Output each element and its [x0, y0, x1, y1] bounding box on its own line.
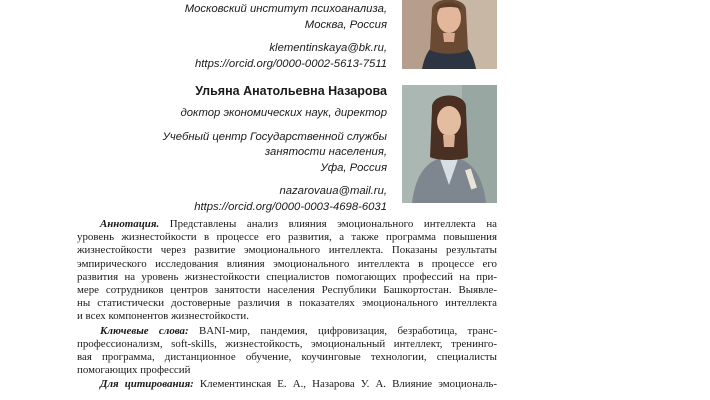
author1-photo	[402, 0, 497, 69]
author2-affiliation-2: занятости населения,	[264, 146, 387, 158]
author2-email[interactable]: nazarovaua@mail.ru,	[279, 185, 387, 197]
abstract-paragraph: Аннотация. Представлены анализ влияния эмоционального интеллекта на	[100, 218, 497, 230]
author1-location: Москва, Россия	[304, 18, 387, 31]
author1-info	[185, 2, 387, 72]
abstract-label: Аннотация.	[100, 218, 160, 230]
citation-label: Для цитирования:	[100, 378, 194, 391]
keywords-paragraph: Ключевые слова: BANI-мир, пандемия, цифровизация, безработица, транс-	[100, 324, 497, 337]
author2-location: Уфа, Россия	[320, 161, 387, 174]
author1-orcid[interactable]: https://orcid.org/0000-0002-5613-7511	[195, 57, 387, 70]
author2-photo	[402, 85, 497, 203]
citation-paragraph: Для цитирования: Клементинская Е. А., Назарова У. А. Влияние эмоциональ-	[100, 378, 497, 391]
keywords-label: Ключевые слова:	[100, 324, 189, 337]
author2-info	[163, 106, 387, 215]
author1-email[interactable]: klementinskaya@bk.ru,	[269, 42, 387, 54]
author2-position: доктор экономических наук, директор	[180, 107, 387, 119]
author2-affiliation-1: Учебный центр Государственной службы	[162, 130, 387, 143]
author2-orcid[interactable]: https://orcid.org/0000-0003-4698-6031	[194, 200, 387, 213]
author2-name: Ульяна Анатольевна Назарова	[195, 84, 387, 98]
abstract-section: Аннотация. Представлены анализ влияния эмоционального интеллекта на уровень жизнестойкости в процессе его развития, а также программа повышения жизнестойкости через развитие эмоционального интеллекта. Показаны результаты эмпирического исследования влияния эмоционального интеллекта в процессе его развития на уровень жизнестойкости специалистов помогающих профессий на при- мере сотрудников центров занятости населения Республики Башкортостан. Выявле- ны статистически достоверные различия в показателях эмоционального интеллекта и всех компонентов жизнестойкости. Ключевые слова: BANI-мир, пандемия, цифровизация, безработица, транс- профессионализм, soft-skills, жизнестойкость, эмоциональный интеллект, тренинго- вая программа, дистанционное обучение, коучинговые технологии, специалисты помогающих профессий Для цитирования: Клементинская Е. А., Назарова У. А. Влияние эмоциональ-	[77, 218, 497, 391]
author1-affiliation: Московский институт психоанализа,	[184, 3, 387, 15]
